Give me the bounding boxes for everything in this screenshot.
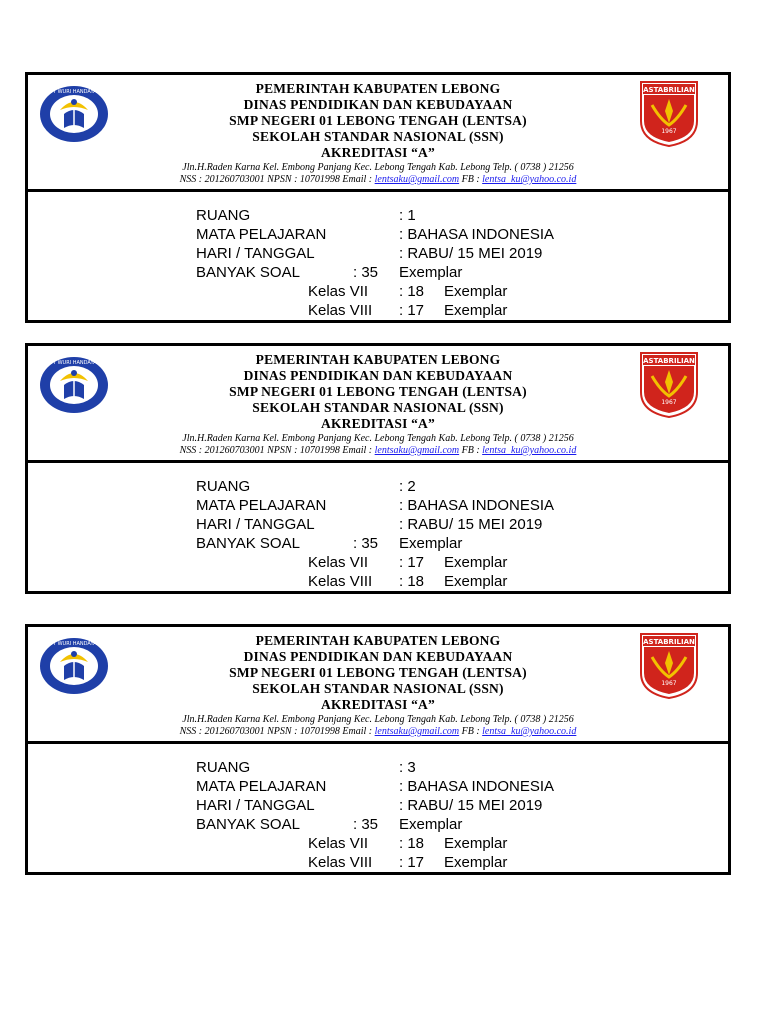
kelas-viii-unit: Exemplar xyxy=(444,302,508,319)
logo-right-text: ASTABRILIAN xyxy=(643,86,695,94)
school-contact xyxy=(118,726,638,738)
mapel-label: MATA PELAJARAN xyxy=(196,226,327,243)
hari-value: : RABU/ 15 MEI 2019 xyxy=(399,516,543,533)
kelas-vii-value: : 18 xyxy=(399,283,425,300)
label-card xyxy=(25,624,731,875)
banyak-soal-unit: Exemplar xyxy=(399,264,463,281)
fb-label: FB : xyxy=(459,174,483,185)
fb-label: FB : xyxy=(459,726,483,737)
kop-line-5: AKREDITASI “A” xyxy=(321,145,435,160)
email-link[interactable]: lentsaku@gmail.com xyxy=(374,726,460,737)
kop-line-3: SMP NEGERI 01 LEBONG TENGAH (LENTSA) xyxy=(229,384,527,399)
kop-line-2: DINAS PENDIDIKAN DAN KEBUDAYAAN xyxy=(243,368,513,383)
kop-line-4: SEKOLAH STANDAR NASIONAL (SSN) xyxy=(252,681,504,696)
letterhead xyxy=(28,346,728,463)
logo-left-text: TUT WURI HANDAYANI xyxy=(46,360,102,366)
banyak-soal-label: BANYAK SOAL xyxy=(196,816,300,833)
hari-label: HARI / TANGGAL xyxy=(196,245,315,262)
kop-line-1: PEMERINTAH KABUPATEN LEBONG xyxy=(255,352,501,367)
kop-line-3: SMP NEGERI 01 LEBONG TENGAH (LENTSA) xyxy=(229,665,527,680)
logo-right-year: 1967 xyxy=(661,399,677,406)
hari-label: HARI / TANGGAL xyxy=(196,516,315,533)
letterhead xyxy=(28,627,728,744)
logo-left-text: TUT WURI HANDAYANI xyxy=(46,89,102,95)
tut-wuri-handayani-logo xyxy=(38,636,110,696)
email-link[interactable]: lentsaku@gmail.com xyxy=(374,174,460,185)
kop-line-1: PEMERINTAH KABUPATEN LEBONG xyxy=(255,633,501,648)
ruang-label: RUANG xyxy=(196,207,251,224)
school-address: Jln.H.Raden Karna Kel. Embong Panjang Kec. Lebong Tengah Kab. Lebong Telp. ( 0738 ) 21256 xyxy=(182,433,574,444)
fb-link[interactable]: lentsa_ku@yahoo.co.id xyxy=(482,445,577,456)
kelas-viii-value: : 17 xyxy=(399,302,425,319)
tut-wuri-handayani-logo xyxy=(38,355,110,415)
kelas-vii-label: Kelas VII xyxy=(308,835,369,852)
logo-left-text: TUT WURI HANDAYANI xyxy=(46,641,102,647)
kop-line-2: DINAS PENDIDIKAN DAN KEBUDAYAAN xyxy=(243,97,513,112)
letterhead xyxy=(28,75,728,192)
school-address: Jln.H.Raden Karna Kel. Embong Panjang Kec. Lebong Tengah Kab. Lebong Telp. ( 0738 ) 21256 xyxy=(182,714,574,725)
ruang-value: : 3 xyxy=(399,759,416,776)
school-address: Jln.H.Raden Karna Kel. Embong Panjang Kec. Lebong Tengah Kab. Lebong Telp. ( 0738 ) 21256 xyxy=(182,162,574,173)
ruang-label: RUANG xyxy=(196,478,251,495)
banyak-soal-label: BANYAK SOAL xyxy=(196,535,300,552)
ruang-label: RUANG xyxy=(196,759,251,776)
label-card xyxy=(25,72,731,323)
mapel-label: MATA PELAJARAN xyxy=(196,497,327,514)
email-link[interactable]: lentsaku@gmail.com xyxy=(374,445,460,456)
kelas-viii-value: : 17 xyxy=(399,854,425,871)
banyak-soal-unit: Exemplar xyxy=(399,816,463,833)
kop-line-1: PEMERINTAH KABUPATEN LEBONG xyxy=(255,81,501,96)
school-emblem-logo xyxy=(640,633,698,699)
hari-value: : RABU/ 15 MEI 2019 xyxy=(399,797,543,814)
school-contact xyxy=(118,174,638,186)
ruang-value: : 1 xyxy=(399,207,416,224)
fb-link[interactable]: lentsa_ku@yahoo.co.id xyxy=(482,726,577,737)
contact-prefix: NSS : 201260703001 NPSN : 10701998 Email : xyxy=(179,174,375,185)
kop-line-5: AKREDITASI “A” xyxy=(321,697,435,712)
hari-value: : RABU/ 15 MEI 2019 xyxy=(399,245,543,262)
school-emblem-logo xyxy=(640,81,698,147)
contact-prefix: NSS : 201260703001 NPSN : 10701998 Email : xyxy=(179,726,375,737)
kelas-viii-unit: Exemplar xyxy=(444,854,508,871)
banyak-soal-label: BANYAK SOAL xyxy=(196,264,300,281)
fb-link[interactable]: lentsa_ku@yahoo.co.id xyxy=(482,174,577,185)
kelas-viii-label: Kelas VIII xyxy=(308,854,373,871)
mapel-value: : BAHASA INDONESIA xyxy=(399,226,555,243)
kop-line-4: SEKOLAH STANDAR NASIONAL (SSN) xyxy=(252,400,504,415)
mapel-label: MATA PELAJARAN xyxy=(196,778,327,795)
exam-info xyxy=(28,192,728,320)
logo-right-text: ASTABRILIAN xyxy=(643,357,695,365)
hari-label: HARI / TANGGAL xyxy=(196,797,315,814)
label-card xyxy=(25,343,731,594)
logo-right-year: 1967 xyxy=(661,680,677,687)
kop-line-5: AKREDITASI “A” xyxy=(321,416,435,431)
tut-wuri-handayani-logo xyxy=(38,84,110,144)
kop-line-4: SEKOLAH STANDAR NASIONAL (SSN) xyxy=(252,129,504,144)
mapel-value: : BAHASA INDONESIA xyxy=(399,497,555,514)
fb-label: FB : xyxy=(459,445,483,456)
banyak-soal-value: : 35 xyxy=(353,535,379,552)
kelas-vii-unit: Exemplar xyxy=(444,283,508,300)
kelas-vii-label: Kelas VII xyxy=(308,554,369,571)
logo-right-year: 1967 xyxy=(661,128,677,135)
school-contact xyxy=(118,445,638,457)
ruang-value: : 2 xyxy=(399,478,416,495)
kop-line-2: DINAS PENDIDIKAN DAN KEBUDAYAAN xyxy=(243,649,513,664)
kelas-viii-value: : 18 xyxy=(399,573,425,590)
logo-right-text: ASTABRILIAN xyxy=(643,638,695,646)
kelas-vii-unit: Exemplar xyxy=(444,554,508,571)
kelas-vii-value: : 18 xyxy=(399,835,425,852)
kelas-viii-label: Kelas VIII xyxy=(308,573,373,590)
kelas-vii-unit: Exemplar xyxy=(444,835,508,852)
exam-info xyxy=(28,463,728,591)
school-emblem-logo xyxy=(640,352,698,418)
kelas-viii-label: Kelas VIII xyxy=(308,302,373,319)
banyak-soal-unit: Exemplar xyxy=(399,535,463,552)
kop-line-3: SMP NEGERI 01 LEBONG TENGAH (LENTSA) xyxy=(229,113,527,128)
kelas-viii-unit: Exemplar xyxy=(444,573,508,590)
mapel-value: : BAHASA INDONESIA xyxy=(399,778,555,795)
contact-prefix: NSS : 201260703001 NPSN : 10701998 Email : xyxy=(179,445,375,456)
kelas-vii-label: Kelas VII xyxy=(308,283,369,300)
banyak-soal-value: : 35 xyxy=(353,264,379,281)
kelas-vii-value: : 17 xyxy=(399,554,425,571)
banyak-soal-value: : 35 xyxy=(353,816,379,833)
exam-info xyxy=(28,744,728,872)
